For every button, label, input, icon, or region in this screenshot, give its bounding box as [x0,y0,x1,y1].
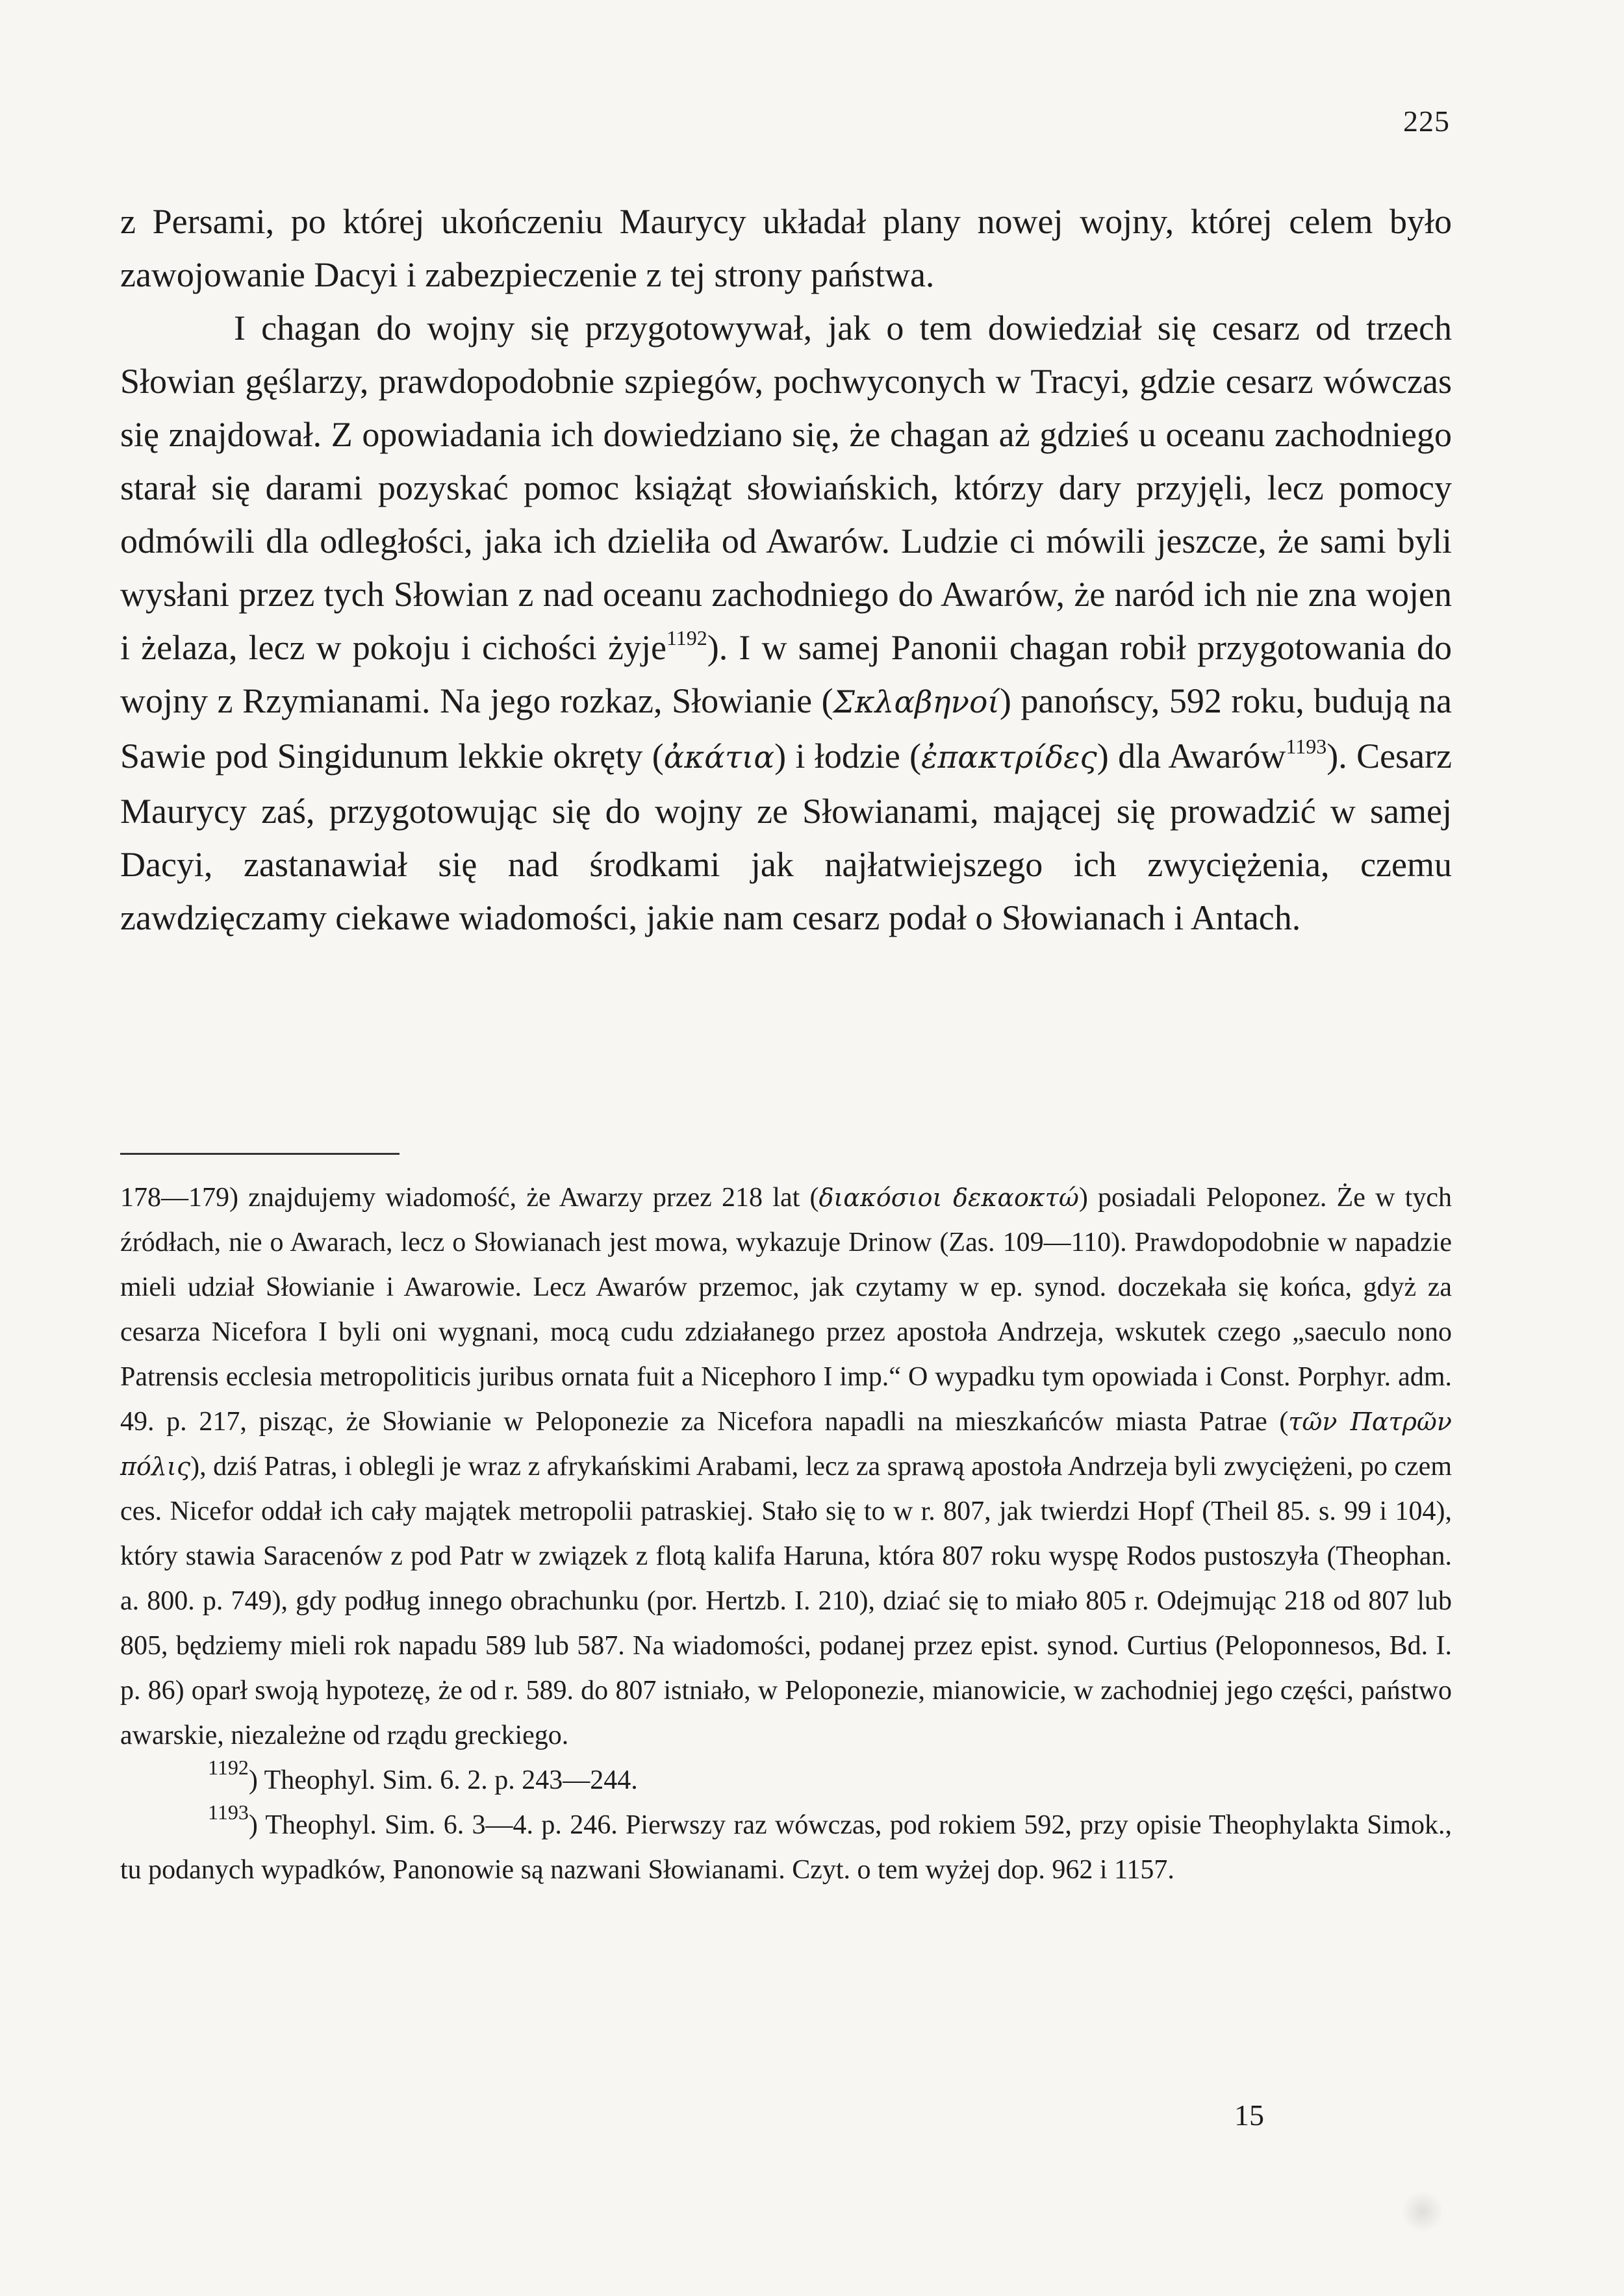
greek-term-sklabenoi: Σκλαβηνοί [833,685,1000,720]
page-number: 225 [1403,105,1450,138]
footnote-1192-text: ) Theophyl. Sim. 6. 2. p. 243—244. [248,1765,638,1795]
paragraph-2-part-f: ). Cesarz Maurycy zaś, przygotowując się do wojny ze Słowianami, mającej się prowadzić w samej Dacyi, zastanawiał się nad środkami jak najłatwiejszego ich zwyciężenia, czemu zawdzięczamy ciekawe wiadomości, jakie nam cesarz podał o Słowianach i Antach. [120,737,1452,937]
greek-term-epaktrides: ἐπακτρίδες [921,740,1097,776]
footnote-number: 1192 [208,1756,249,1779]
footnote-number: 1193 [208,1800,249,1824]
footnote-1-part-c: ), dziś Patras, i oblegli je wraz z afrykańskimi Arabami, lecz za sprawą apostoła Andrzeja byli zwyciężeni, po czem ces. Nicefor oddał ich cały majątek metropolii patraskiej. Stało się to w r. 807, jak twierdzi Hopf (Theil 85. s. 99 i 104), który stawia Saracenów z pod Patr w związek z flotą kalifa Haruna, która 807 roku wyspę Rodos pustoszyła (Theophan. a. 800. p. 749), gdy podług innego obrachunku (por. Hertzb. I. 210), dziać się to miało 805 r. Odejmując 218 od 807 lub 805, będziemy mieli rok napadu 589 lub 587. Na wiadomości, podanej przez epist. synod. Curtius (Peloponnesos, Bd. I. p. 86) oparł swoją hypotezę, że od r. 589. do 807 istniało, w Peloponezie, mianowicie, w zachodniej jego części, państwo awarskie, niezależne od rządu greckiego. [120,1452,1452,1750]
greek-term-218: διακόσιοι δεκαοκτώ [818,1183,1079,1212]
footnote-1-part-a: 178—179) znajdujemy wiadomość, że Awarzy przez 218 lat ( [120,1183,819,1213]
footnote-ref-1192: 1192 [666,626,707,650]
paragraph-1: z Persami, po której ukończeniu Maurycy układał plany nowej wojny, której celem było zawojowanie Dacyi i zabezpieczenie z tej strony państwa. [120,202,1452,294]
greek-term-akatia: ἀκάτια [663,740,775,776]
footnotes [120,1176,1452,1893]
paper-smudge [1403,2189,1442,2234]
footnote-separator [120,1153,400,1155]
paragraph-2 [120,301,1452,944]
footnote-1193 [120,1800,1452,1893]
footnote-continuation [120,1176,1452,1758]
paragraph-2-part-d: ) i łodzie ( [774,737,922,776]
paragraph-2-part-a: I chagan do wojny się przygotowywał, jak o tem dowiedział się cesarz od trzech Słowian gęślarzy, prawdopodobnie szpiegów, pochwyconych w Tracyi, gdzie cesarz wówczas się znajdował. Z opowiadania ich dowiedziano się, że chagan aż gdzieś u oceanu zachodniego starał się darami pozyskać pomoc książąt słowiańskich, którzy dary przyjęli, lecz pomocy odmówili dla odległości, jaka ich dzieliła od Awarów. Ludzie ci mówili jeszcze, że sami byli wysłani przez tych Słowian z nad oceanu zachodniego do Awarów, że naród ich nie zna wojen i żelaza, lecz w pokoju i cichości żyje [120,309,1452,667]
greek-term-patron-polis: τῶν Πατρῶν πόλις [120,1407,1452,1481]
footnote-ref-1193: 1193 [1286,735,1327,758]
footnote-1192 [120,1758,1452,1803]
paragraph-2-part-c: ) panońscy, 592 roku, budują na Sawie pod Singidunum lekkie okręty ( [120,681,1452,776]
footnote-1193-text: ) Theophyl. Sim. 6. 3—4. p. 246. Pierwszy raz wówczas, pod rokiem 592, przy opisie Theophylakta Simok., tu podanych wypadków, Panonowie są nazwani Słowianami. Czyt. o tem wyżej dop. 962 i 1157. [120,1810,1452,1885]
main-text [120,195,1452,944]
paragraph-2-part-e: ) dla Awarów [1097,737,1286,776]
footnote-1-part-b: ) posiadali Peloponez. Że w tych źródłach, nie o Awarach, lecz o Słowianach jest mowa, wykazuje Drinow (Zas. 109—110). Prawdopodobnie w napadzie mieli udział Słowianie i Awarowie. Lecz Awarów przemoc, jak czytamy w ep. synod. doczekała się końca, gdyż za cesarza Nicefora I byli oni wygnani, mocą cudu zdziałanego przez apostoła Andrzeja, wskutek czego „saeculo nono Patrensis ecclesia metropoliticis juribus ornata fuit a Nicephoro I imp.“ O wypadku tym opowiada i Const. Porphyr. adm. 49. p. 217, pisząc, że Słowianie w Peloponezie za Nicefora napadli na mieszkańców miasta Patrae ( [120,1183,1453,1437]
paragraph-2-part-b: ). I w samej Panonii chagan robił przygotowania do wojny z Rzymianami. Na jego rozkaz, Słowianie ( [120,628,1452,720]
signature-mark: 15 [1234,2099,1264,2132]
